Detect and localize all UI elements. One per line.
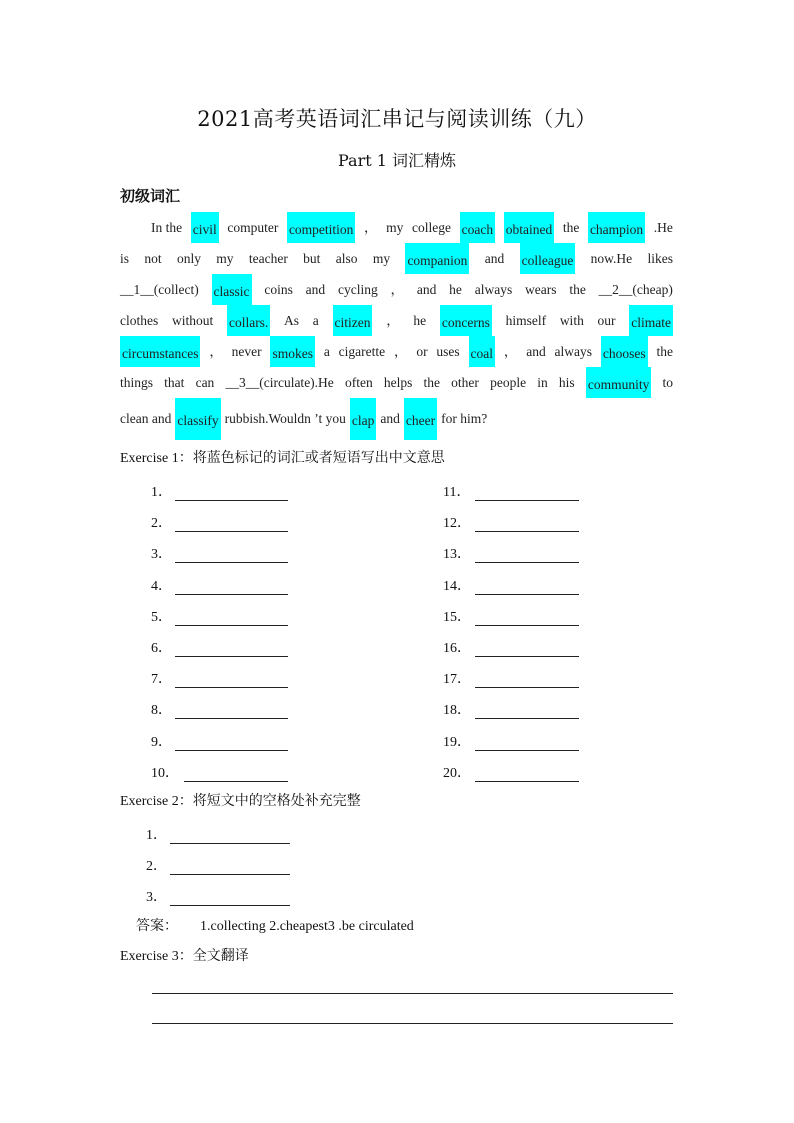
answer-row — [443, 575, 579, 595]
item-number: 16． — [443, 641, 471, 656]
answer-blank[interactable] — [475, 517, 579, 532]
answer-blank[interactable] — [475, 611, 579, 626]
passage-word: or — [416, 344, 428, 359]
passage-word: a — [323, 344, 330, 359]
highlighted-vocab-word: chooses — [601, 336, 648, 367]
passage-word: a — [312, 313, 319, 328]
item-number: 6． — [151, 641, 172, 656]
item-number: 4． — [151, 578, 172, 594]
passage-word: __1__(collect) — [120, 282, 199, 297]
passage-word: he — [449, 282, 462, 297]
passage-line — [120, 367, 673, 398]
highlighted-vocab-word: concerns — [440, 305, 492, 336]
answer-row — [146, 824, 290, 844]
answer-row — [151, 512, 288, 532]
passage-word: and — [380, 411, 400, 426]
passage-word: __3__(circulate).He — [225, 375, 334, 390]
answer-row — [443, 606, 579, 626]
page-title: 2021高考英语词汇串记与阅读训练（九） — [197, 107, 597, 131]
passage-word: he — [413, 313, 427, 328]
passage-word: ， — [386, 313, 400, 328]
passage-word: can — [195, 375, 215, 390]
passage-word: likes — [647, 251, 673, 266]
passage-word: ， — [503, 344, 518, 359]
passage-word: teacher — [248, 251, 288, 266]
passage-word: computer — [227, 220, 279, 235]
answer-blank[interactable] — [170, 829, 290, 844]
exercise-1-title — [120, 447, 445, 467]
answer-blank[interactable] — [175, 642, 288, 657]
passage-word: coins — [264, 282, 293, 297]
highlighted-vocab-word: companion — [405, 243, 469, 274]
answer-row — [146, 855, 290, 875]
passage-word: always — [474, 282, 513, 297]
answer-row — [443, 731, 579, 751]
highlighted-vocab-word: community — [586, 367, 652, 398]
highlighted-vocab-word: colleague — [520, 243, 576, 274]
passage-word: helps — [383, 375, 413, 390]
passage-word: and — [526, 344, 546, 359]
answer-row — [151, 575, 288, 595]
passage-word: people — [490, 375, 527, 390]
passage-word: our — [597, 313, 616, 328]
item-number: 13． — [443, 547, 471, 563]
answer-blank[interactable] — [184, 767, 288, 782]
highlighted-vocab-word: coal — [469, 336, 496, 367]
passage-word: to — [662, 375, 673, 390]
answer-row — [151, 762, 288, 782]
answer-row — [443, 543, 579, 563]
part-subtitle: Part 1 词汇精炼 — [337, 151, 457, 170]
answer-row — [443, 699, 579, 719]
passage-line — [120, 398, 673, 440]
passage-word: the — [423, 375, 441, 390]
exercise-2-label: Exercise 2： — [120, 794, 193, 809]
answer-row — [151, 637, 288, 657]
passage-line — [120, 243, 673, 274]
highlighted-vocab-word: clap — [350, 398, 377, 440]
exercise-3-instruction: 全文翻译 — [192, 948, 249, 964]
translation-line[interactable] — [152, 993, 673, 994]
passage-word: that — [164, 375, 185, 390]
passage-word: clean and — [120, 411, 172, 426]
passage-word: and — [416, 282, 437, 297]
item-number: 8． — [151, 703, 172, 719]
item-number: 11． — [443, 485, 471, 500]
passage-word: now.He — [590, 251, 633, 266]
passage-word: without — [171, 313, 214, 328]
answer-row — [146, 886, 290, 906]
passage-word: only — [176, 251, 201, 266]
passage-word: __2__(cheap) — [598, 282, 673, 297]
exercise-1-label: Exercise 1： — [120, 451, 193, 466]
item-number: 10． — [151, 765, 179, 781]
exercise-1-instruction: 将蓝色标记的词汇或者短语写出中文意思 — [192, 450, 445, 466]
answer-blank[interactable] — [475, 704, 579, 719]
highlighted-vocab-word: citizen — [333, 305, 373, 336]
item-number: 15． — [443, 609, 471, 625]
highlighted-vocab-word: circumstances — [120, 336, 200, 367]
item-number: 12． — [443, 516, 471, 532]
answer-blank[interactable] — [175, 580, 288, 595]
highlighted-vocab-word: classic — [212, 274, 252, 305]
passage-word: uses — [436, 344, 460, 359]
passage-word: clothes — [120, 313, 159, 328]
answer-blank[interactable] — [475, 767, 579, 782]
highlighted-vocab-word: climate — [629, 305, 673, 336]
passage-word: my — [216, 251, 234, 266]
item-number: 1． — [151, 485, 172, 500]
answer-key — [136, 915, 414, 935]
answer-blank[interactable] — [475, 673, 579, 688]
passage-line — [120, 336, 673, 367]
passage-word: .He — [653, 220, 673, 235]
item-number: 5． — [151, 609, 172, 625]
item-number: 17． — [443, 672, 471, 688]
passage-word: rubbish.Wouldn ’t you — [224, 411, 346, 426]
answer-blank[interactable] — [175, 548, 288, 563]
highlighted-vocab-word: competition — [287, 212, 356, 243]
passage-word: the — [656, 344, 673, 359]
item-number: 3． — [146, 890, 167, 905]
highlighted-vocab-word: smokes — [270, 336, 315, 367]
exercise-3-title — [120, 945, 249, 965]
answer-row — [151, 543, 288, 563]
answer-blank[interactable] — [175, 486, 288, 501]
answer-blank[interactable] — [475, 486, 579, 501]
passage-word: in — [537, 375, 548, 390]
passage-word: and — [484, 251, 505, 266]
passage-word: ， — [390, 282, 405, 297]
answer-blank[interactable] — [475, 642, 579, 657]
passage-word: wears — [525, 282, 557, 297]
translation-line[interactable] — [152, 1023, 673, 1024]
item-number: 19． — [443, 734, 471, 750]
passage-line — [120, 274, 673, 305]
section-label: 初级词汇 — [120, 187, 181, 205]
passage-line — [120, 305, 673, 336]
highlighted-vocab-word: civil — [191, 212, 219, 243]
passage-word: ， — [393, 344, 408, 359]
answer-text: 1.collecting 2.cheapest3 .be circulated — [200, 919, 414, 934]
passage-word: things — [120, 375, 154, 390]
vocabulary-passage — [120, 212, 673, 440]
passage-word: In the — [151, 220, 183, 235]
passage-word: cigarette — [338, 344, 386, 359]
passage-word: often — [344, 375, 373, 390]
answer-blank[interactable] — [175, 736, 288, 751]
answer-label: 答案： — [136, 918, 178, 934]
highlighted-vocab-word: champion — [588, 212, 645, 243]
item-number: 2． — [146, 859, 167, 874]
item-number: 9． — [151, 734, 172, 750]
passage-word: is — [120, 251, 130, 266]
answer-blank[interactable] — [475, 736, 579, 751]
passage-word: my — [372, 251, 391, 266]
answer-blank[interactable] — [175, 611, 288, 626]
highlighted-vocab-word: coach — [460, 212, 495, 243]
answer-blank[interactable] — [170, 891, 290, 906]
exercise-2-title — [120, 790, 361, 810]
passage-word: with — [559, 313, 584, 328]
passage-word: never — [231, 344, 262, 359]
passage-word: but — [303, 251, 321, 266]
passage-word: not — [144, 251, 162, 266]
answer-row — [151, 731, 288, 751]
answer-row — [151, 699, 288, 719]
answer-row — [151, 606, 288, 626]
passage-word: the — [569, 282, 586, 297]
highlighted-vocab-word: collars. — [227, 305, 270, 336]
passage-word: cycling — [337, 282, 378, 297]
passage-word: his — [558, 375, 575, 390]
passage-word: and — [305, 282, 326, 297]
answer-blank[interactable] — [175, 704, 288, 719]
answer-blank[interactable] — [175, 673, 288, 688]
answer-row — [443, 481, 579, 501]
item-number: 1． — [146, 828, 167, 843]
passage-line — [120, 212, 673, 243]
highlighted-vocab-word: obtained — [504, 212, 555, 243]
exercise-3-label: Exercise 3： — [120, 949, 193, 964]
passage-word: my — [386, 220, 404, 235]
answer-blank[interactable] — [170, 860, 290, 875]
passage-word: the — [562, 220, 580, 235]
item-number: 14． — [443, 578, 471, 594]
answer-row — [443, 668, 579, 688]
exercise-2-instruction: 将短文中的空格处补充完整 — [192, 793, 361, 809]
passage-word: other — [451, 375, 479, 390]
answer-blank[interactable] — [475, 580, 579, 595]
answer-row — [151, 668, 288, 688]
answer-row — [443, 637, 579, 657]
item-number: 20． — [443, 765, 471, 781]
answer-blank[interactable] — [475, 548, 579, 563]
answer-row — [443, 762, 579, 782]
highlighted-vocab-word: cheer — [404, 398, 437, 440]
answer-blank[interactable] — [175, 517, 288, 532]
passage-word: college — [412, 220, 452, 235]
passage-word: for him? — [441, 411, 488, 426]
item-number: 18． — [443, 703, 471, 719]
passage-word: As — [284, 313, 300, 328]
answer-row — [151, 481, 288, 501]
item-number: 3． — [151, 547, 172, 563]
passage-word: ， — [364, 220, 378, 235]
passage-word: ， — [209, 344, 223, 359]
passage-word: also — [335, 251, 358, 266]
passage-word: himself — [505, 313, 547, 328]
answer-row — [443, 512, 579, 532]
highlighted-vocab-word: classify — [175, 398, 220, 440]
item-number: 7． — [151, 672, 172, 688]
item-number: 2． — [151, 516, 172, 532]
passage-word: always — [554, 344, 593, 359]
